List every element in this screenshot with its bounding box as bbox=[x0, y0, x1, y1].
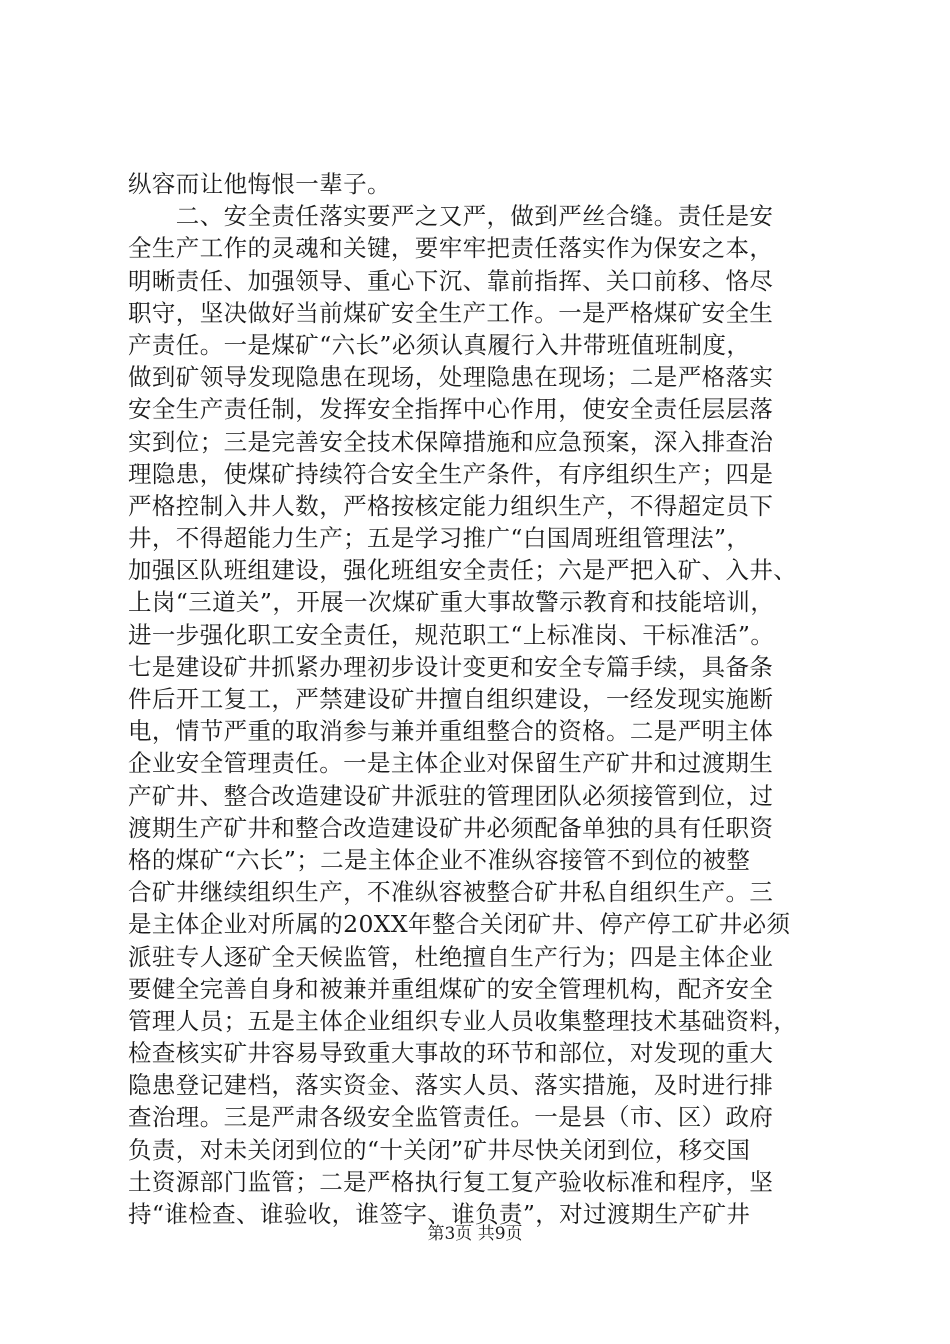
text-line: 井，不得超能力生产；五是学习推广“白国周班组管理法”， bbox=[128, 524, 751, 553]
text-line: 明晰责任、加强领导、重心下沉、靠前指挥、关口前移、恪尽 bbox=[128, 266, 774, 295]
text-line: 实到位；三是完善安全技术保障措施和应急预案，深入排查治 bbox=[128, 427, 774, 456]
text-line: 严格控制入井人数，严格按核定能力组织生产，不得超定员下 bbox=[128, 491, 774, 520]
text-line: 加强区队班组建设，强化班组安全责任；六是严把入矿、入井、 bbox=[128, 556, 798, 585]
text-line: 土资源部门监管；二是严格执行复工复产验收标准和程序，坚 bbox=[128, 1167, 774, 1196]
text-line: 隐患登记建档，落实资金、落实人员、落实措施，及时进行排 bbox=[128, 1071, 774, 1100]
text-line: 企业安全管理责任。一是主体企业对保留生产矿井和过渡期生 bbox=[128, 749, 774, 778]
text-line: 派驻专人逐矿全天候监管，杜绝擅自生产行为；四是主体企业 bbox=[128, 942, 774, 971]
text-line: 件后开工复工，严禁建设矿井擅自组织建设，一经发现实施断 bbox=[128, 685, 774, 713]
text-line: 二、安全责任落实要严之又严，做到严丝合缝。责任是安 bbox=[128, 202, 774, 231]
document-body bbox=[128, 168, 828, 1230]
text-line: 格的煤矿“六长”；二是主体企业不准纵容接管不到位的被整 bbox=[128, 845, 751, 874]
text-line: 负责，对未关闭到位的“十关闭”矿井尽快关闭到位，移交国 bbox=[128, 1135, 751, 1164]
text-line: 持“谁检查、谁验收，谁签字、谁负责”，对过渡期生产矿井 bbox=[128, 1200, 751, 1228]
text-line: 安全生产责任制，发挥安全指挥中心作用，使安全责任层层落 bbox=[128, 395, 774, 424]
text-line: 七是建设矿井抓紧办理初步设计变更和安全专篇手续，具备条 bbox=[128, 652, 774, 681]
text-line: 管理人员；五是主体企业组织专业人员收集整理技术基础资料， bbox=[128, 1006, 798, 1035]
text-line: 职守，坚决做好当前煤矿安全生产工作。一是严格煤矿安全生 bbox=[128, 298, 774, 327]
text-line: 渡期生产矿井和整合改造建设矿井必须配备单独的具有任职资 bbox=[128, 813, 774, 842]
text-line: 纵容而让他悔恨一辈子。 bbox=[128, 170, 391, 198]
text-line: 做到矿领导发现隐患在现场，处理隐患在现场；二是严格落实 bbox=[128, 363, 774, 392]
text-line: 产矿井、整合改造建设矿井派驻的管理团队必须接管到位，过 bbox=[128, 781, 774, 810]
page-number-footer: 第3页 共9页 bbox=[427, 1224, 523, 1244]
text-line: 进一步强化职工安全责任，规范职工“上标准岗、干标准活”。 bbox=[128, 620, 775, 649]
text-line: 要健全完善自身和被兼并重组煤矿的安全管理机构，配齐安全 bbox=[128, 974, 774, 1003]
text-line: 查治理。三是严肃各级安全监管责任。一是县（市、区）政府 bbox=[128, 1103, 774, 1132]
text-line: 上岗“三道关”，开展一次煤矿重大事故警示教育和技能培训， bbox=[128, 588, 775, 617]
text-line: 产责任。一是煤矿“六长”必须认真履行入井带班值班制度， bbox=[128, 330, 751, 359]
text-line: 是主体企业对所属的20XX年整合关闭矿井、停产停工矿井必须 bbox=[128, 910, 791, 939]
text-line: 理隐患，使煤矿持续符合安全生产条件，有序组织生产；四是 bbox=[128, 459, 774, 488]
text-line: 电，情节严重的取消参与兼并重组整合的资格。二是严明主体 bbox=[128, 717, 774, 746]
text-line: 合矿井继续组织生产，不准纵容被整合矿井私自组织生产。三 bbox=[128, 878, 774, 907]
text-line: 全生产工作的灵魂和关键，要牢牢把责任落实作为保安之本， bbox=[128, 234, 774, 263]
text-line: 检查核实矿井容易导致重大事故的环节和部位，对发现的重大 bbox=[128, 1039, 774, 1068]
